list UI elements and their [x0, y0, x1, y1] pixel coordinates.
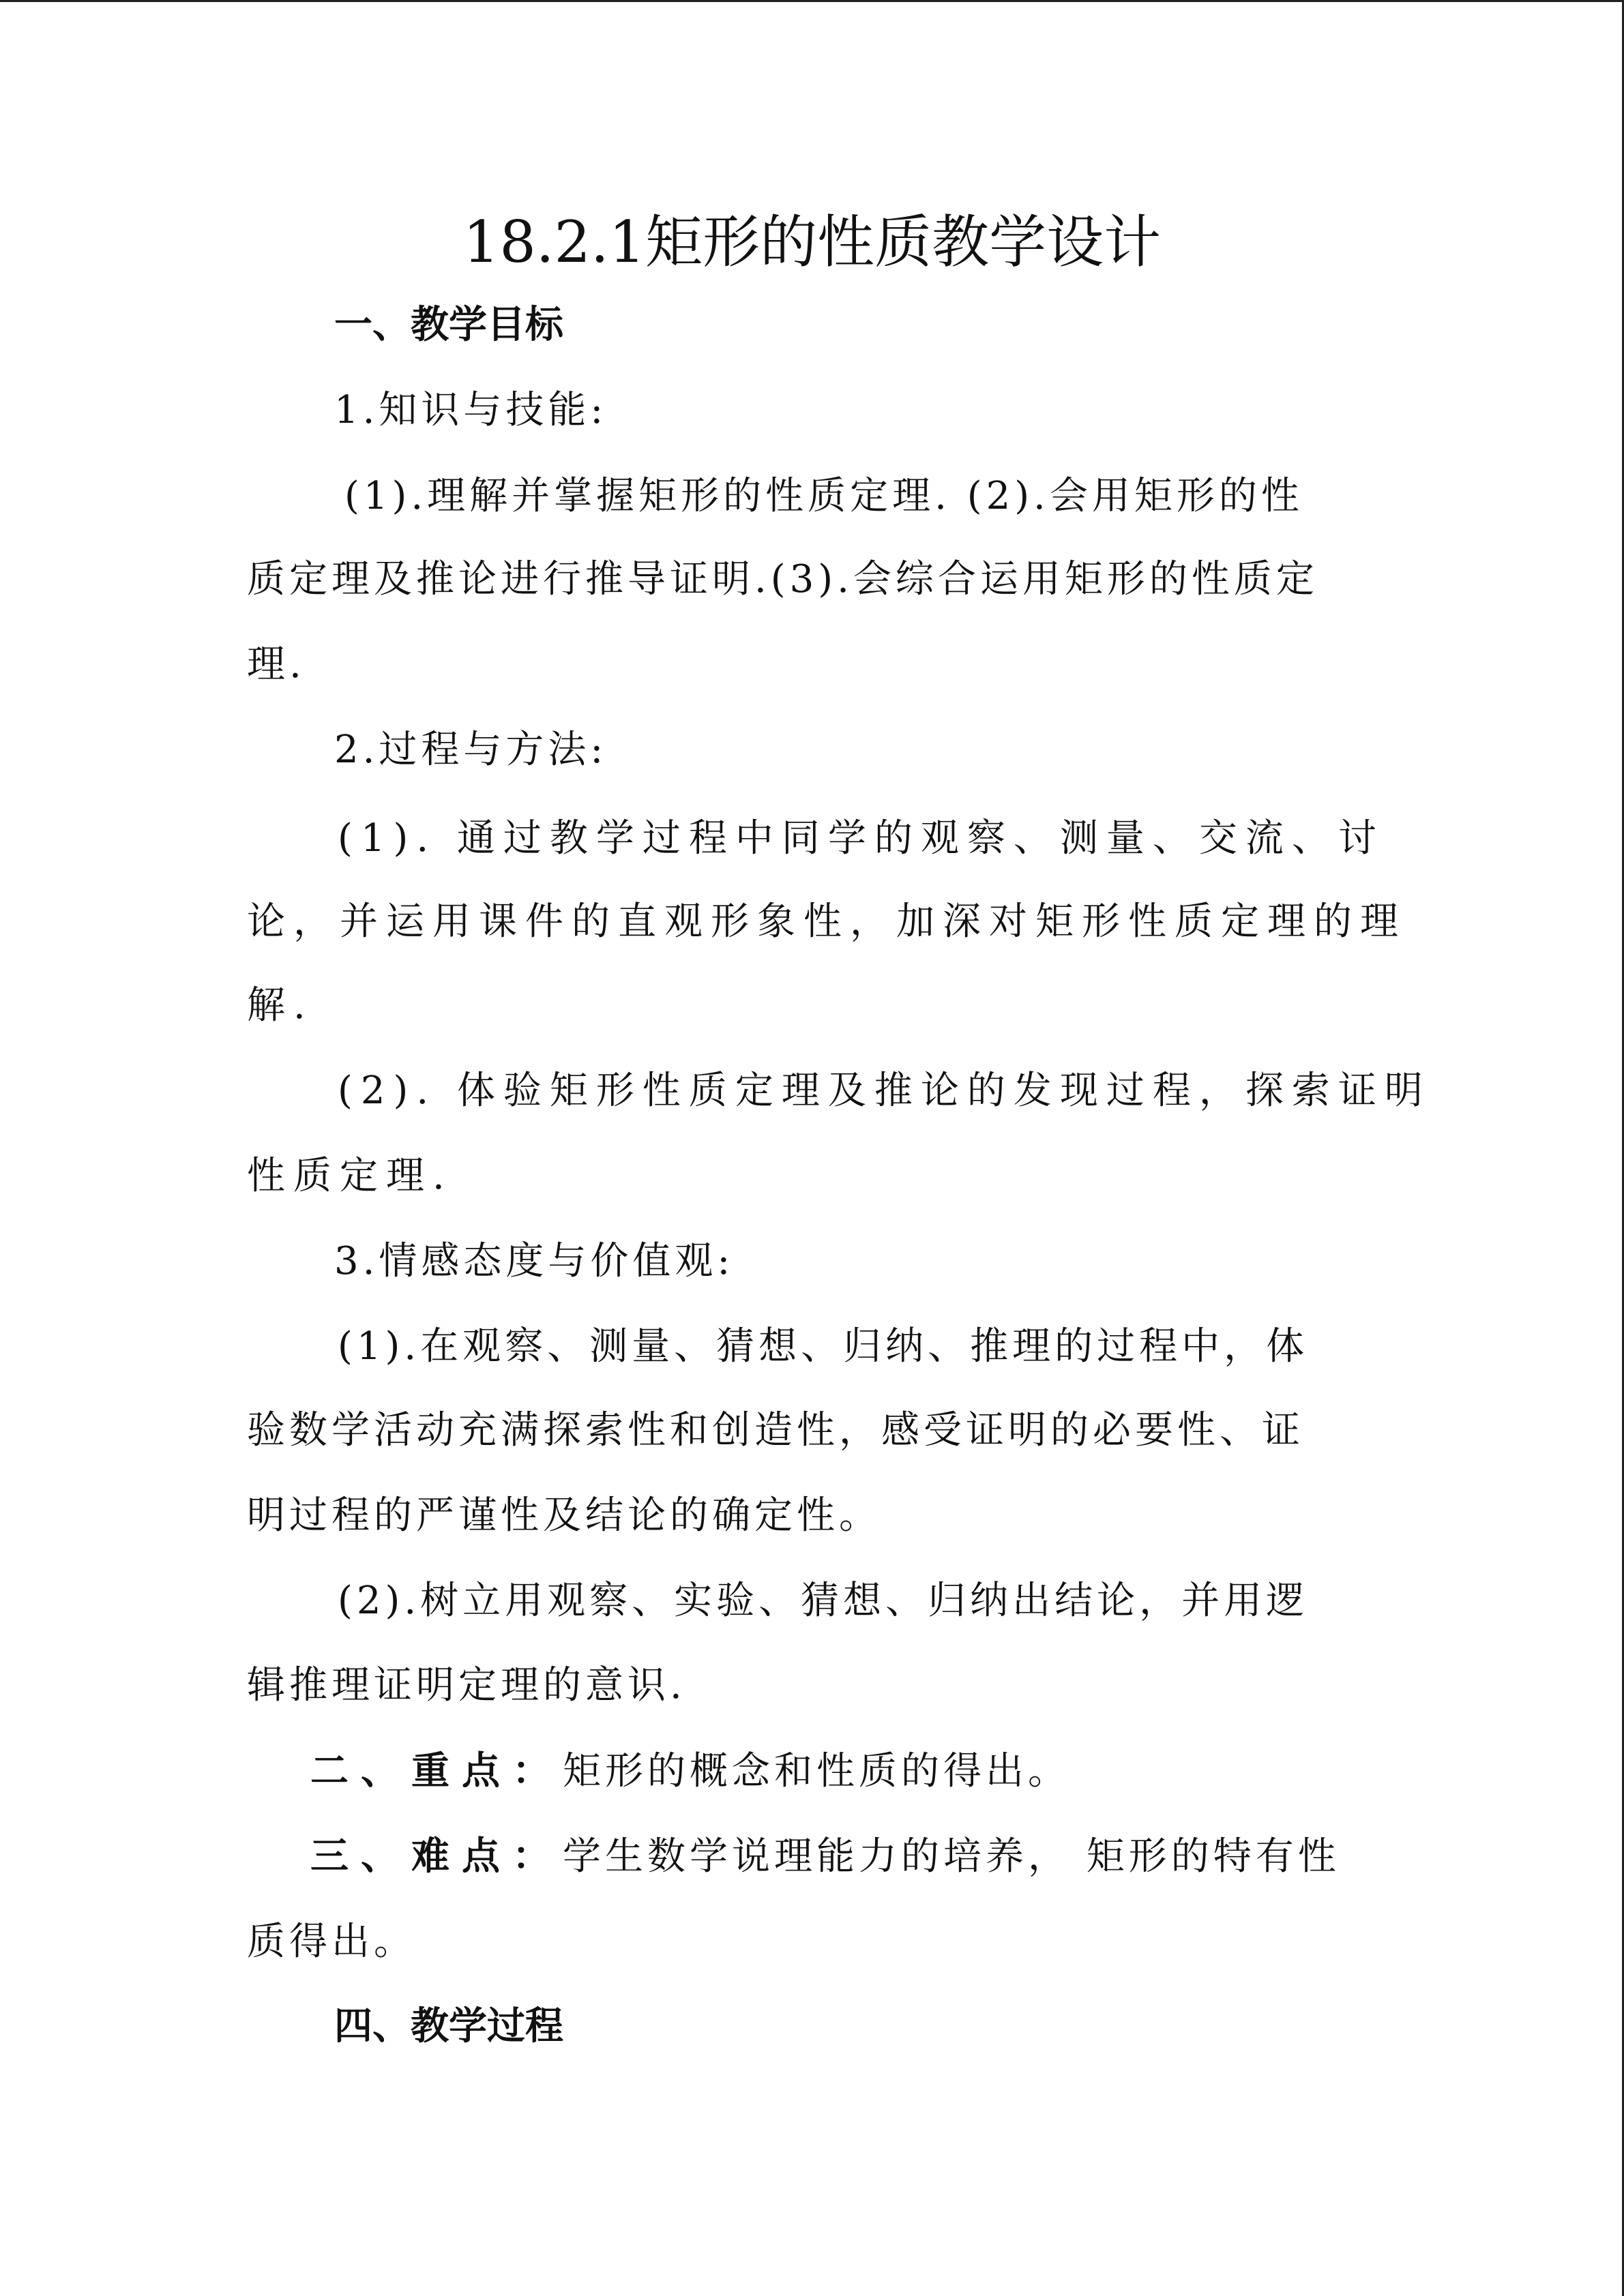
emotion-item1-line-3: 明过程的严谨性及结论的确定性。	[247, 1493, 881, 1538]
emotion-item1-line-2: 验数学活动充满探索性和创造性，感受证明的必要性、证	[247, 1408, 1304, 1452]
section-heading-goals: 一、教学目标	[334, 303, 563, 347]
emotion-item1-line-1: (1).在观察、测量、猜想、归纳、推理的过程中，体	[338, 1324, 1309, 1369]
difficulty-row	[310, 1830, 1340, 1884]
knowledge-line-3: 理.	[247, 642, 306, 687]
emotion-item2-line-1: (2).树立用观察、实验、猜想、归纳出结论，并用逻	[338, 1579, 1309, 1623]
document-title: 18.2.1矩形的性质教学设计	[462, 209, 1162, 275]
section-heading-process: 四、教学过程	[334, 2004, 563, 2048]
process-item1-line-2: 论，并运用课件的直观形象性，加深对矩形性质定理的理	[247, 899, 1406, 944]
difficulty-text-line-1: 学生数学说理能力的培养， 矩形的特有性	[563, 1834, 1340, 1879]
process-item2-line-1: (2). 体验矩形性质定理及推论的发现过程，探索证明	[338, 1069, 1431, 1113]
subheading-process: 2.过程与方法:	[334, 728, 608, 772]
difficulty-text-line-2: 质得出。	[247, 1920, 416, 1964]
key-point-text: 矩形的概念和性质的得出。	[563, 1749, 1070, 1793]
difficulty-label: 三、难点：	[310, 1834, 563, 1879]
key-point-label: 二、重点：	[310, 1749, 563, 1793]
process-item1-line-1: (1). 通过教学过程中同学的观察、测量、交流、讨	[338, 816, 1385, 861]
key-point-row	[310, 1744, 1070, 1799]
process-item1-line-3: 解.	[247, 983, 314, 1028]
knowledge-line-1: (1).理解并掌握矩形的性质定理. (2).会用矩形的性	[344, 474, 1303, 518]
process-item2-line-2: 性质定理.	[247, 1154, 453, 1198]
subheading-knowledge: 1.知识与技能:	[334, 388, 608, 432]
knowledge-line-2: 质定理及推论进行推导证明.(3).会综合运用矩形的性质定	[247, 557, 1318, 601]
emotion-item2-line-2: 辑推理证明定理的意识.	[247, 1663, 686, 1708]
subheading-emotion: 3.情感态度与价值观:	[334, 1239, 735, 1283]
